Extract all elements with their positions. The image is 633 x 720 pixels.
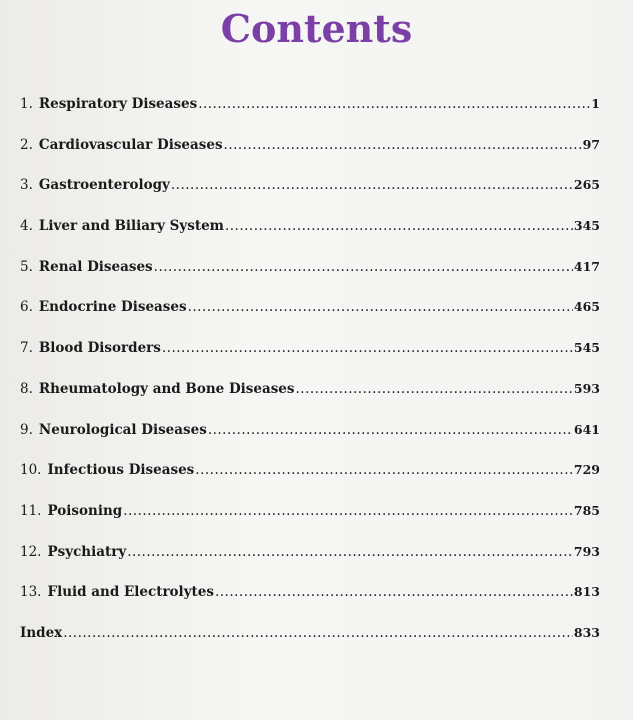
- dot-leader: [171, 177, 573, 193]
- toc-entry[interactable]: [20, 381, 600, 422]
- entry-number: 11.: [20, 502, 42, 519]
- entry-title: Cardiovascular Diseases: [38, 136, 223, 153]
- toc-entry[interactable]: [20, 299, 600, 340]
- entry-page: 417: [573, 258, 600, 274]
- toc-entry[interactable]: [20, 503, 600, 544]
- entry-number: 1.: [20, 96, 33, 112]
- entry-number: 3.: [20, 177, 33, 194]
- table-of-contents: [20, 96, 600, 666]
- entry-title: Liver and Biliary System: [38, 218, 224, 235]
- entry-title: Poisoning: [47, 502, 123, 519]
- entry-number: 4.: [20, 218, 33, 235]
- entry-number: 10.: [20, 462, 42, 479]
- dot-leader: [162, 340, 573, 356]
- entry-page: 729: [573, 462, 600, 478]
- entry-page: 97: [582, 136, 600, 152]
- entry-page: 833: [573, 624, 600, 640]
- dot-leader: [225, 218, 573, 234]
- entry-page: 465: [573, 299, 600, 315]
- dot-leader: [296, 381, 573, 397]
- entry-number: 5.: [20, 258, 33, 275]
- toc-entry[interactable]: [20, 340, 600, 381]
- entry-page: 785: [573, 502, 600, 518]
- entry-page: 345: [573, 218, 600, 234]
- entry-title: Renal Diseases: [38, 258, 153, 275]
- dot-leader: [123, 503, 573, 519]
- entry-title: Infectious Diseases: [47, 462, 195, 479]
- entry-number: 8.: [20, 380, 33, 397]
- dot-leader: [188, 299, 573, 315]
- entry-page: 1: [591, 96, 600, 111]
- toc-entry-index[interactable]: [20, 625, 600, 666]
- toc-entry[interactable]: [20, 218, 600, 259]
- entry-page: 813: [573, 584, 600, 600]
- toc-entry[interactable]: [20, 96, 600, 137]
- dot-leader: [63, 625, 573, 641]
- dot-leader: [195, 462, 573, 478]
- entry-title: Psychiatry: [47, 543, 127, 560]
- entry-page: 641: [573, 421, 600, 437]
- entry-number: 7.: [20, 340, 33, 357]
- page-title: Contents: [220, 6, 413, 51]
- entry-number: 9.: [20, 421, 33, 438]
- toc-entry[interactable]: [20, 422, 600, 463]
- entry-number: 13.: [20, 584, 42, 601]
- toc-entry[interactable]: [20, 137, 600, 178]
- entry-number: 2.: [20, 136, 33, 153]
- dot-leader: [215, 584, 573, 600]
- toc-entry[interactable]: [20, 177, 600, 218]
- toc-entry[interactable]: [20, 259, 600, 300]
- toc-entry[interactable]: [20, 584, 600, 625]
- entry-title: Respiratory Diseases: [38, 96, 198, 112]
- toc-entry[interactable]: [20, 544, 600, 585]
- entry-title: Endocrine Diseases: [38, 299, 187, 316]
- dot-leader: [198, 96, 590, 112]
- entry-number: 6.: [20, 299, 33, 316]
- dot-leader: [127, 544, 573, 560]
- entry-title: Gastroenterology: [38, 177, 170, 194]
- entry-page: 265: [573, 177, 600, 193]
- toc-entry[interactable]: [20, 462, 600, 503]
- entry-title: Neurological Diseases: [38, 421, 207, 438]
- dot-leader: [224, 137, 582, 153]
- entry-page: 793: [573, 543, 600, 559]
- entry-title: Fluid and Electrolytes: [47, 584, 214, 601]
- dot-leader: [208, 422, 573, 438]
- dot-leader: [154, 259, 573, 275]
- entry-title: Rheumatology and Bone Diseases: [38, 380, 295, 397]
- entry-page: 545: [573, 340, 600, 356]
- entry-number: 12.: [20, 543, 42, 560]
- entry-title: Index: [20, 624, 63, 641]
- entry-title: Blood Disorders: [38, 340, 161, 357]
- entry-page: 593: [573, 380, 600, 396]
